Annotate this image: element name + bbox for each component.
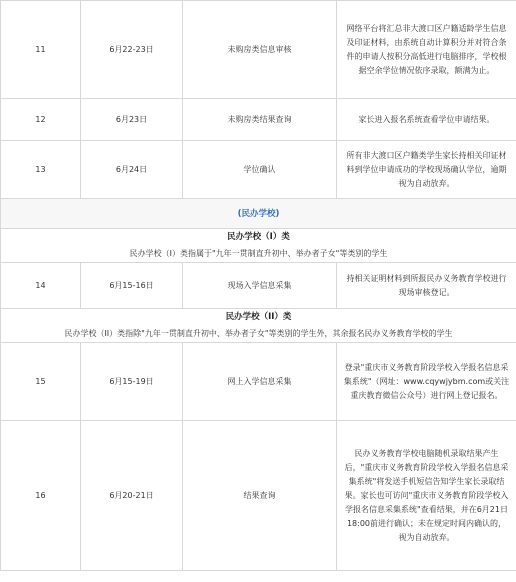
row-number: 14 — [1, 263, 81, 309]
table-row — [1, 99, 516, 141]
minban-title: (民办学校) — [1, 199, 516, 229]
row-item: 网上入学信息采集 — [183, 343, 337, 421]
row-number: 13 — [1, 141, 81, 199]
row-item: 学位确认 — [183, 141, 337, 199]
row-number: 11 — [1, 1, 81, 99]
section1-note-row — [1, 246, 516, 263]
row-date: 6月15-16日 — [81, 263, 183, 309]
section2-note: 民办学校（II）类指除"九年一贯制直升初中、举办者子女"等类别的学生外，其余报名民办义务教育学校的学生 — [1, 326, 516, 343]
row-description: 网络平台将汇总非大渡口区户籍适龄学生信息及印证材料，由系统自动计算积分并对符合条件的申请人按积分高低进行电脑排序，学校根据空余学位情况依序录取，额满为止。 — [337, 1, 516, 99]
section2-title: 民办学校（II）类 — [1, 309, 516, 326]
section2-note-row — [1, 326, 516, 343]
row-item: 未购房类信息审核 — [183, 1, 337, 99]
minban-header-row — [1, 199, 516, 229]
section1-note: 民办学校（I）类指属于"九年一贯制直升初中、举办者子女"等类别的学生 — [1, 246, 516, 263]
table-row — [1, 421, 516, 571]
table-row — [1, 1, 516, 99]
table-row — [1, 343, 516, 421]
table-row — [1, 141, 516, 199]
row-date: 6月24日 — [81, 141, 183, 199]
row-item: 现场入学信息采集 — [183, 263, 337, 309]
row-number: 15 — [1, 343, 81, 421]
row-description: 所有非大渡口区户籍类学生家长持相关印证材料到学位申请成功的学校现场确认学位，逾期视为自动放弃。 — [337, 141, 516, 199]
row-date: 6月23日 — [81, 99, 183, 141]
row-date: 6月20-21日 — [81, 421, 183, 571]
row-item: 未购房类结果查询 — [183, 99, 337, 141]
row-description: 登录"重庆市义务教育阶段学校入学报名信息采集系统"（网址：www.cqywjybm.com或关注重庆教育微信公众号）进行网上登记报名。 — [337, 343, 516, 421]
row-item: 结果查询 — [183, 421, 337, 571]
row-number: 12 — [1, 99, 81, 141]
table-row — [1, 263, 516, 309]
section1-title-row — [1, 229, 516, 246]
row-date: 6月15-19日 — [81, 343, 183, 421]
row-description: 持相关证明材料到所报民办义务教育学校进行现场审核登记。 — [337, 263, 516, 309]
section2-title-row — [1, 309, 516, 326]
row-date: 6月22-23日 — [81, 1, 183, 99]
row-description: 家长进入报名系统查看学位申请结果。 — [337, 99, 516, 141]
row-description: 民办义务教育学校电脑随机录取结果产生后，"重庆市义务教育阶段学校入学报名信息采集系统"将发送手机短信告知学生家长录取结果。家长也可访问"重庆市义务教育阶段学校入学报名信息采集系统"查看结果，并在6月21日18:00前进行确认；未在规定时间内确认的，视为自动放弃。 — [337, 421, 516, 571]
row-number: 16 — [1, 421, 81, 571]
section1-title: 民办学校（I）类 — [1, 229, 516, 246]
